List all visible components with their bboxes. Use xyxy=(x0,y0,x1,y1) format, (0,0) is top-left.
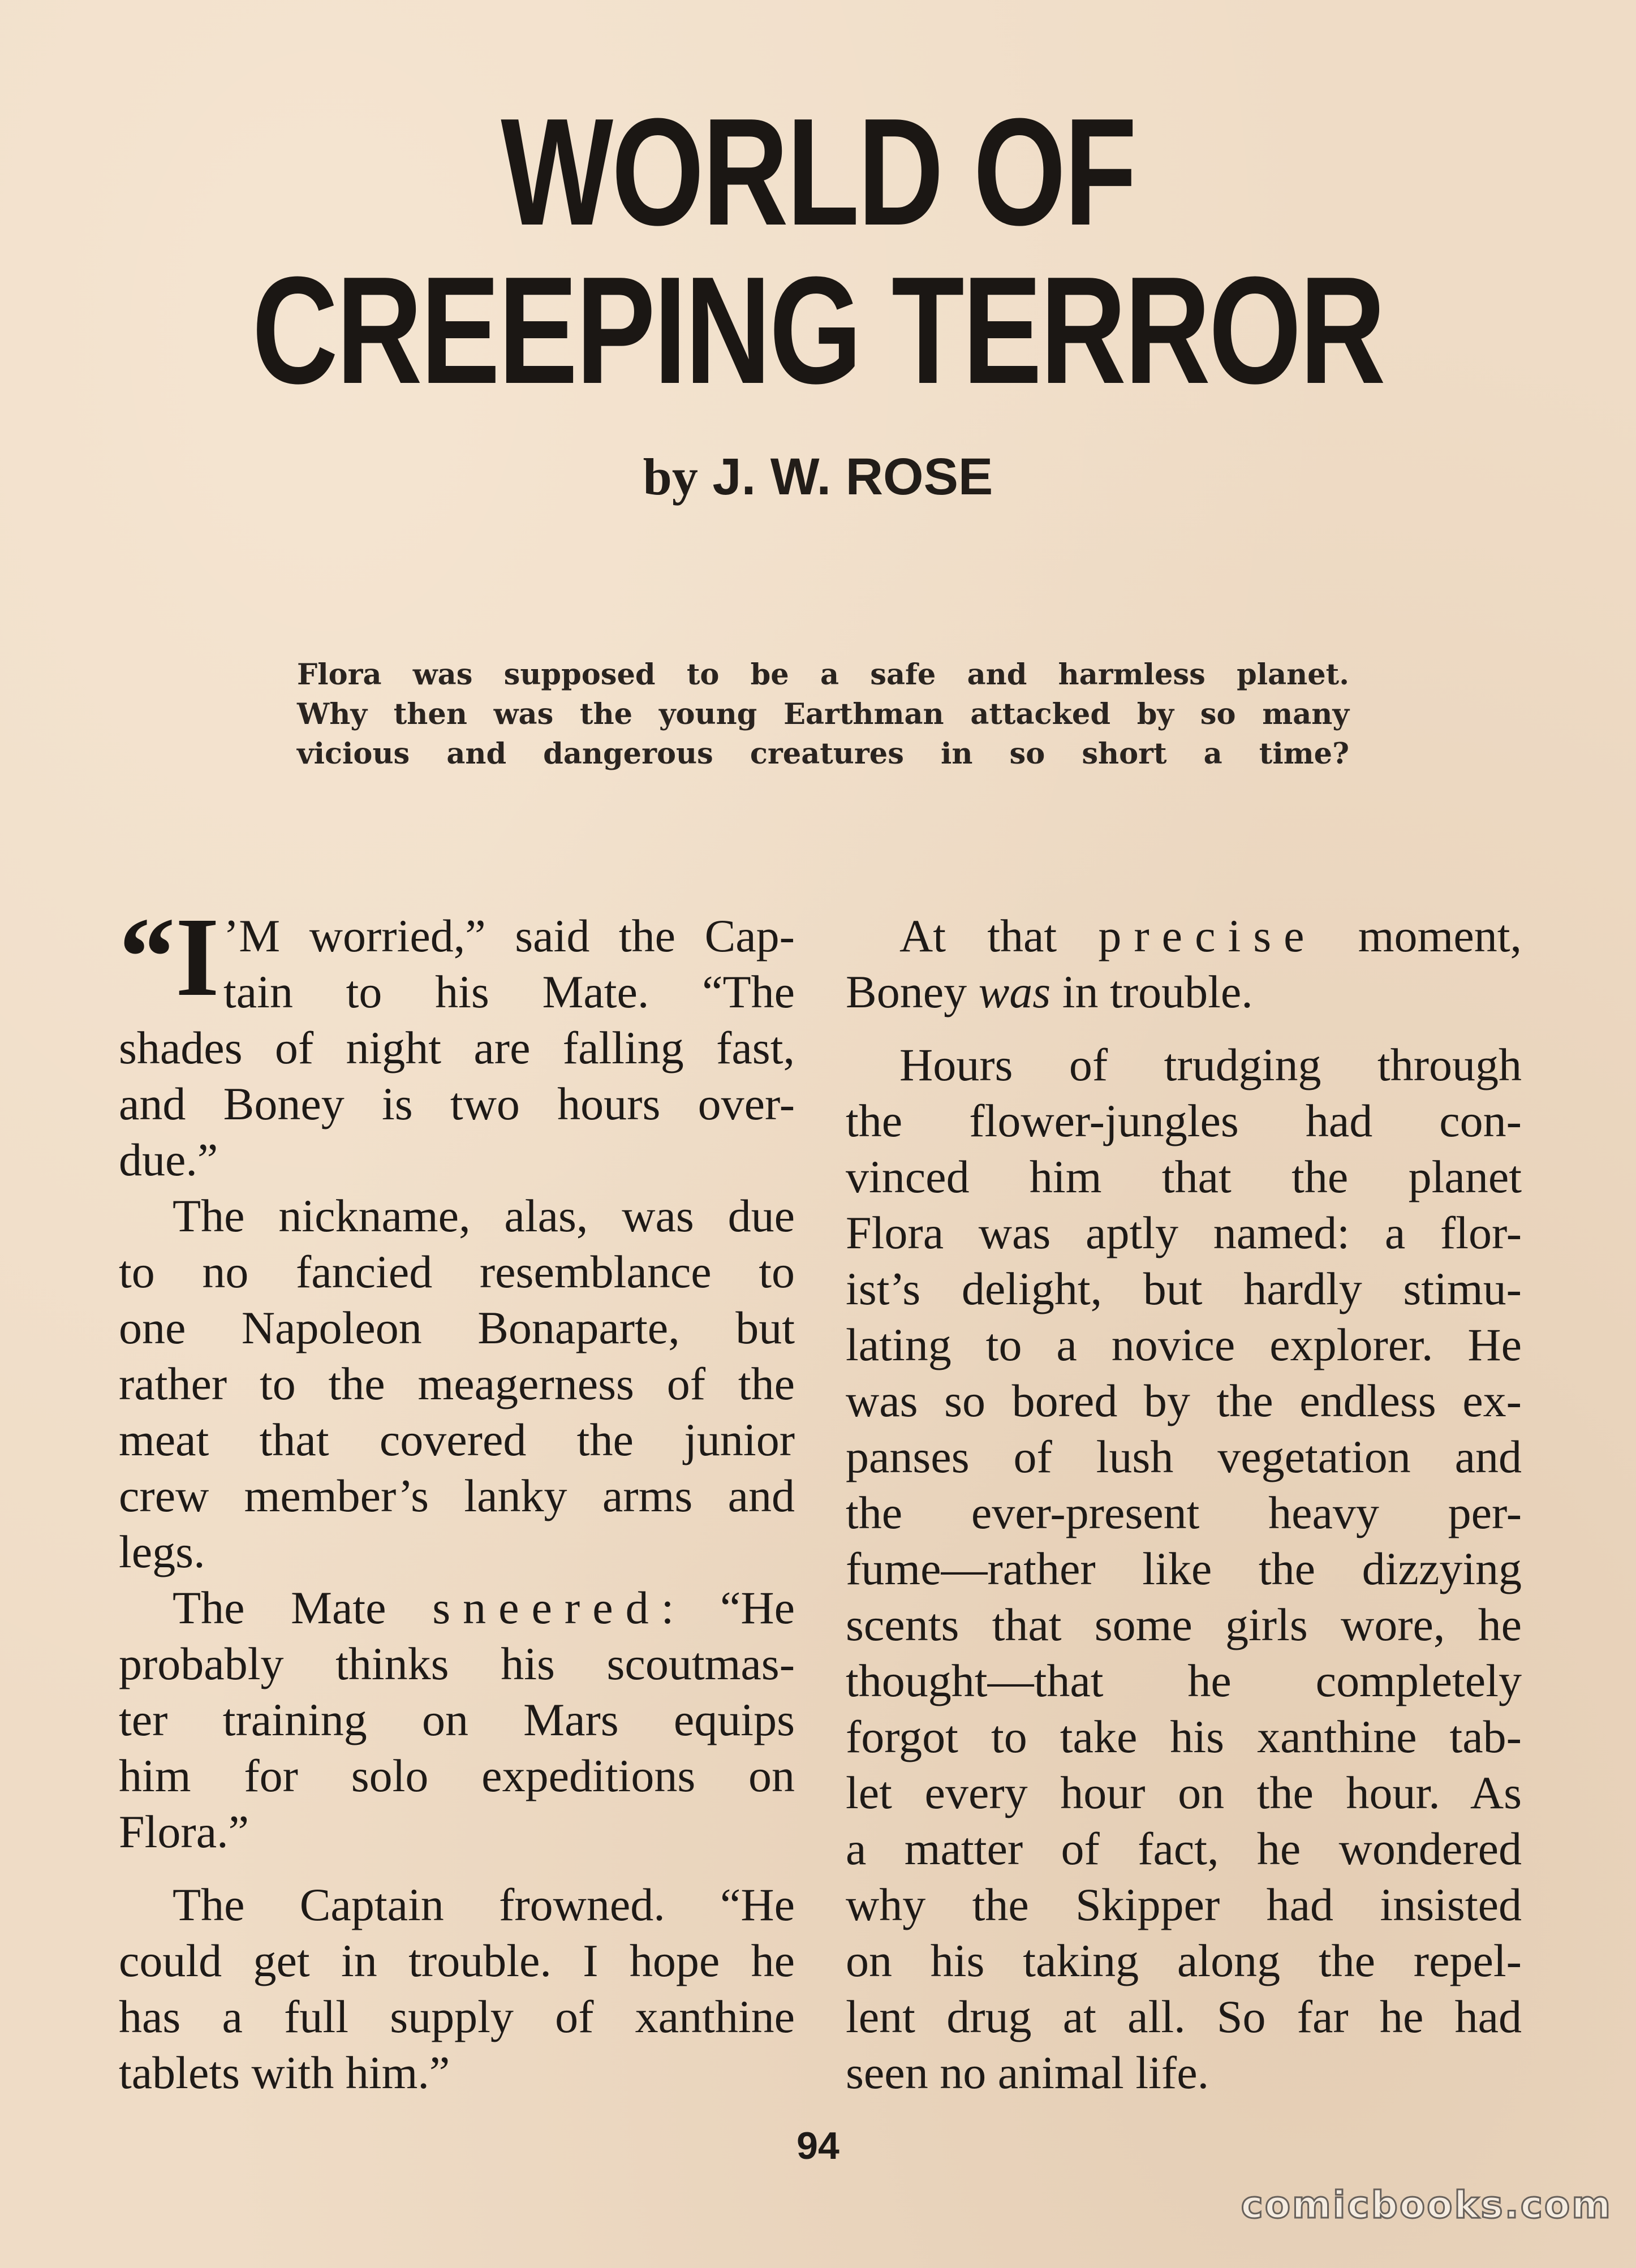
text-line: due.” xyxy=(119,1134,218,1185)
text-line: lent drug at all. So far he had xyxy=(846,1991,1522,2042)
drop-cap: “I xyxy=(119,895,219,1020)
text-line: probably thinks his scoutmas- xyxy=(119,1638,795,1689)
text-line: thought—that he completely xyxy=(846,1655,1522,1706)
blurb-line: vicious and dangerous creatures in so short a time? xyxy=(297,737,1349,771)
text-line: seen no animal life. xyxy=(846,2047,1209,2098)
text-line: scents that some girls wore, he xyxy=(846,1599,1522,1650)
left-column xyxy=(119,895,795,2101)
text-line: crew member’s lanky arms and xyxy=(119,1470,795,1521)
text-line: let every hour on the hour. As xyxy=(846,1767,1522,1818)
text-line: Flora was aptly named: a flor- xyxy=(846,1207,1522,1258)
story-blurb xyxy=(297,655,1349,774)
text-line: rather to the meagerness of the xyxy=(119,1358,795,1409)
text-line: lating to a novice explorer. He xyxy=(846,1319,1522,1370)
story-title-line-1: WORLD OF xyxy=(501,87,1135,257)
byline-author: J. W. ROSE xyxy=(712,448,993,506)
blurb-line: Why then was the young Earthman attacked by so many xyxy=(297,697,1349,731)
text-line: The Mate sneered: “He xyxy=(173,1582,795,1633)
text-line: shades of night are falling fast, xyxy=(119,1022,795,1073)
text-line: forgot to take his xanthine tab- xyxy=(846,1711,1522,1762)
text-line: meat that covered the junior xyxy=(119,1414,795,1465)
text-line: The Captain frowned. “He xyxy=(173,1879,795,1930)
text-line: legs. xyxy=(119,1526,205,1577)
text-line: “I ’M worried,” said the Cap- xyxy=(119,895,795,1020)
right-column xyxy=(846,908,1522,2101)
text-line: one Napoleon Bonaparte, but xyxy=(119,1302,795,1353)
page-number: 94 xyxy=(797,2124,839,2167)
text-line: Hours of trudging through xyxy=(899,1039,1522,1090)
text-line: the flower-jungles had con- xyxy=(846,1095,1522,1146)
byline-prefix: by xyxy=(643,448,698,506)
text-line: ist’s delight, but hardly stimu- xyxy=(846,1263,1522,1314)
byline xyxy=(0,447,1636,507)
text-line: and Boney is two hours over- xyxy=(119,1078,795,1129)
text-line: the ever-present heavy per- xyxy=(846,1487,1522,1538)
text-line: has a full supply of xanthine xyxy=(119,1991,795,2042)
text-line: panses of lush vegetation and xyxy=(846,1431,1522,1482)
text-line: Boney was in trouble. xyxy=(846,966,1253,1017)
text-line: a matter of fact, he wondered xyxy=(846,1823,1522,1874)
text-line: could get in trouble. I hope he xyxy=(119,1935,795,1986)
text-line: was so bored by the endless ex- xyxy=(846,1375,1522,1426)
text-line: tablets with him.” xyxy=(119,2047,450,2098)
text-line: why the Skipper had insisted xyxy=(846,1879,1522,1930)
text-line: Flora.” xyxy=(119,1806,249,1857)
text-line: vinced him that the planet xyxy=(846,1151,1522,1202)
text-line: ter training on Mars equips xyxy=(119,1694,795,1745)
site-watermark: comicbooks.com xyxy=(1241,2183,1612,2227)
text-line: him for solo expeditions on xyxy=(119,1750,795,1801)
text-line: on his taking along the repel- xyxy=(846,1935,1522,1986)
text-line: tain to his Mate. “The xyxy=(223,966,795,1017)
text-line: fume—rather like the dizzying xyxy=(846,1543,1522,1594)
story-title-line-2: CREEPING TERROR xyxy=(252,245,1384,416)
text-line: The nickname, alas, was due xyxy=(173,1190,795,1241)
text-line: At that precise moment, xyxy=(899,910,1522,961)
text-line: to no fancied resemblance to xyxy=(119,1246,795,1297)
blurb-line: Flora was supposed to be a safe and harmless planet. xyxy=(297,658,1349,692)
